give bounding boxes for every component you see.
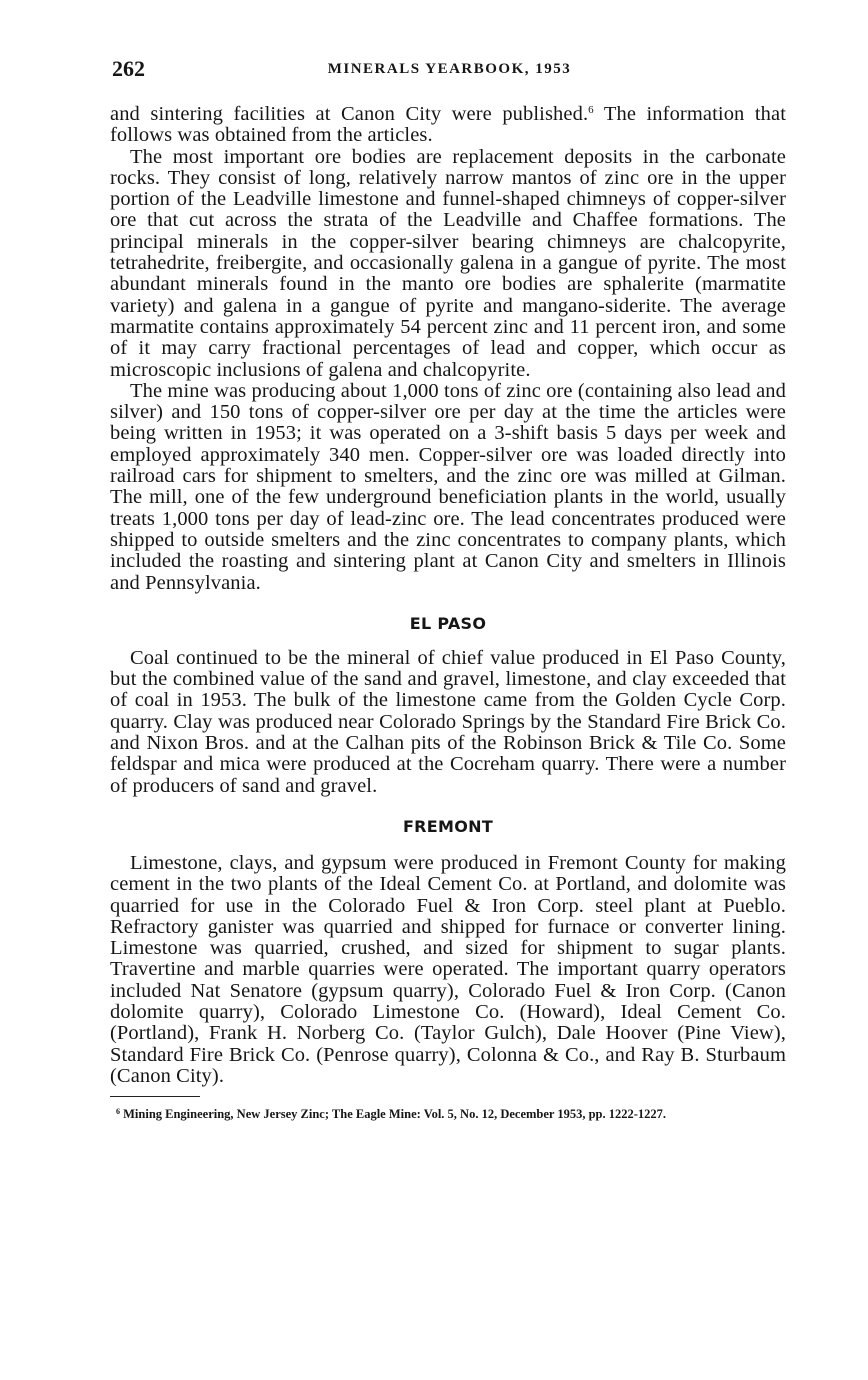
paragraph-fremont: Limestone, clays, and gypsum were produced in Fremont County for making cement in the two plants of the Ideal Cement Co. at Portland, and dolomite was quarried for use in the Colorado Fuel & Iron Corp. steel plant at Pueblo. Refractory ganister was quarried and shipped for furnace or converter lining. Limestone was quarried, crushed, and sized for shipment to sugar plants. Travertine and marble quarries were operated. The important quarry operators included Nat Senatore (gypsum quarry), Colorado Fuel & Iron Corp. (Canon dolomite quarry), Colorado Limestone Co. (Howard), Ideal Cement Co. (Portland), Frank H. Norberg Co. (Taylor Gulch), Dale Hoover (Pine View), Standard Fire Brick Co. (Penrose quarry), Colonna & Co., and Ray B. Sturbaum (Canon City). bbox=[110, 851, 786, 1087]
page-body bbox=[110, 104, 786, 1122]
paragraph-text-tail: The information that follows was obtained from the articles. bbox=[110, 103, 786, 147]
footnote-divider bbox=[110, 1096, 200, 1097]
page-number: 262 bbox=[112, 56, 145, 81]
footnote bbox=[116, 1107, 786, 1122]
running-title: MINERALS YEARBOOK, 1953 bbox=[327, 61, 572, 77]
page-header bbox=[112, 56, 787, 90]
footnote-text: Mining Engineering, New Jersey Zinc; The Eagle Mine: Vol. 5, No. 12, December 1953, pp. 1222-1227. bbox=[123, 1107, 667, 1122]
paragraph-text: and sintering facilities at Canon City were published. bbox=[110, 103, 589, 125]
paragraph-continued bbox=[110, 104, 786, 147]
paragraph-ore-bodies: The most important ore bodies are replacement deposits in the carbonate rocks. They consist of long, relatively narrow mantos of zinc ore in the upper portion of the Leadville limestone and funnel-shaped chimneys of copper-silver ore that cut across the strata of the Leadville and Chaffee formations. The principal minerals in the copper-silver bearing chimneys are chalcopyrite, tetrahedrite, freibergite, and occasionally galena in a gangue of pyrite. The most abundant minerals found in the manto ore bodies are sphalerite (marmatite variety) and galena in a gangue of pyrite and mangano-siderite. The average marmatite contains approximately 54 percent zinc and 11 percent iron, and some of it may carry fractional percentages of lead and copper, which occur as microscopic inclusions of galena and chalcopyrite. bbox=[110, 145, 786, 381]
footnote-reference: 6 bbox=[588, 104, 594, 116]
section-heading-fremont: FREMONT bbox=[402, 816, 494, 836]
footnote-marker: 6 bbox=[116, 1107, 120, 1117]
paragraph-el-paso: Coal continued to be the mineral of chief value produced in El Paso County, but the combined value of the sand and gravel, limestone, and clay exceeded that of coal in 1953. The bulk of the limestone came from the Golden Cycle Corp. quarry. Clay was produced near Colorado Springs by the Standard Fire Brick Co. and Nixon Bros. and at the Calhan pits of the Robinson Brick & Tile Co. Some feldspar and mica were produced at the Cocreham quarry. There were a number of producers of sand and gravel. bbox=[110, 646, 786, 797]
paragraph-mine-production: The mine was producing about 1,000 tons of zinc ore (containing also lead and silver) and 150 tons of copper-silver ore per day at the time the articles were being written in 1953; it was operated on a 3-shift basis 5 days per week and employed approximately 340 men. Copper-silver ore was loaded directly into railroad cars for shipment to smelters, and the zinc ore was milled at Gilman. The mill, one of the few underground beneficiation plants in the world, usually treats 1,000 tons per day of lead-zinc ore. The lead concentrates produced were shipped to outside smelters and the zinc concentrates to company plants, which included the roasting and sintering plant at Canon City and smelters in Illinois and Pennsylvania. bbox=[110, 379, 786, 594]
section-heading-el-paso: EL PASO bbox=[409, 613, 487, 633]
